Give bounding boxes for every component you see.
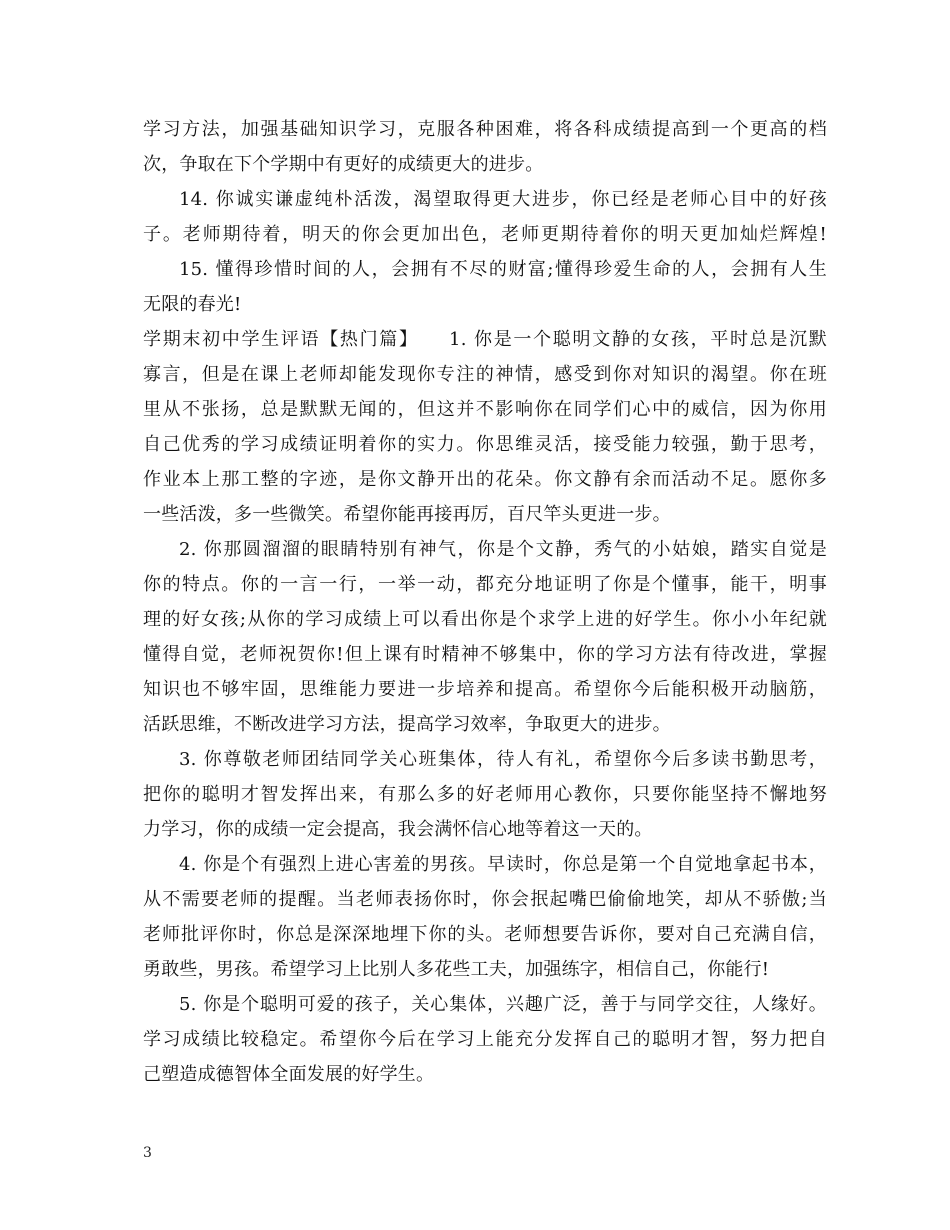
text-line: 无限的春光! [143,294,242,315]
text-line: 活跃思维，不断改进学习方法，提高学习效率，争取更大的进步。 [143,714,671,735]
text-line: 理的好女孩;从你的学习成绩上可以看出你是个求学上进的好学生。你小小年纪就 [143,609,827,630]
text-line: 3. 你尊敬老师团结同学关心班集体，待人有礼，希望你今后多读书勤思考， [179,749,827,770]
text-line: 学期末初中学生评语【热门篇】 1. 你是一个聪明文静的女孩，平时总是沉默 [143,329,827,350]
text-line: 学习方法，加强基础知识学习，克服各种困难，将各科成绩提高到一个更高的档 [143,119,827,140]
text-line: 作业本上那工整的字迹，是你文静开出的花朵。你文静有余而活动不足。愿你多 [143,469,827,490]
text-line: 知识也不够牢固，思维能力要进一步培养和提高。希望你今后能积极开动脑筋， [143,679,827,700]
text-line: 子。老师期待着，明天的你会更加出色，老师更期待着你的明天更加灿烂辉煌! [143,224,827,245]
text-line: 老师批评你时，你总是深深地埋下你的头。老师想要告诉你，要对自己充满自信， [143,924,827,945]
text-line: 15. 懂得珍惜时间的人，会拥有不尽的财富;懂得珍爱生命的人，会拥有人生 [179,259,827,280]
text-line: 4. 你是个有强烈上进心害羞的男孩。早读时，你总是第一个自觉地拿起书本， [179,854,827,875]
text-line: 里从不张扬，总是默默无闻的，但这并不影响你在同学们心中的威信，因为你用 [143,399,827,420]
text-line: 勇敢些，男孩。希望学习上比别人多花些工夫，加强练字，相信自己，你能行! [143,959,770,980]
text-line: 5. 你是个聪明可爱的孩子，关心集体，兴趣广泛，善于与同学交往，人缘好。 [179,994,827,1015]
text-line: 一些活泼，多一些微笑。希望你能再接再厉，百尺竿头更进一步。 [143,504,671,525]
text-line: 力学习，你的成绩一定会提高，我会满怀信心地等着这一天的。 [143,819,653,840]
text-line: 2. 你那圆溜溜的眼睛特别有神气，你是个文静，秀气的小姑娘，踏实自觉是 [179,539,827,560]
text-line: 14. 你诚实谦虚纯朴活泼，渴望取得更大进步，你已经是老师心目中的好孩 [179,189,827,210]
text-line: 把你的聪明才智发挥出来，有那么多的好老师用心教你，只要你能坚持不懈地努 [143,784,827,805]
text-line: 自己优秀的学习成绩证明着你的实力。你思维灵活，接受能力较强，勤于思考， [143,434,827,455]
page-number: 3 [143,1145,152,1161]
text-line: 从不需要老师的提醒。当老师表扬你时，你会抿起嘴巴偷偷地笑，却从不骄傲;当 [143,889,827,910]
text-line: 己塑造成德智体全面发展的好学生。 [143,1064,435,1085]
text-line: 寡言，但是在课上老师却能发现你专注的神情，感受到你对知识的渴望。你在班 [143,364,827,385]
text-line: 学习成绩比较稳定。希望你今后在学习上能充分发挥自己的聪明才智，努力把自 [143,1029,827,1050]
document-body [143,112,827,1092]
text-line: 懂得自觉，老师祝贺你!但上课有时精神不够集中，你的学习方法有待改进，掌握 [143,644,827,665]
text-line: 你的特点。你的一言一行，一举一动，都充分地证明了你是个懂事，能干，明事 [143,574,827,595]
text-line: 次，争取在下个学期中有更好的成绩更大的进步。 [143,154,544,175]
